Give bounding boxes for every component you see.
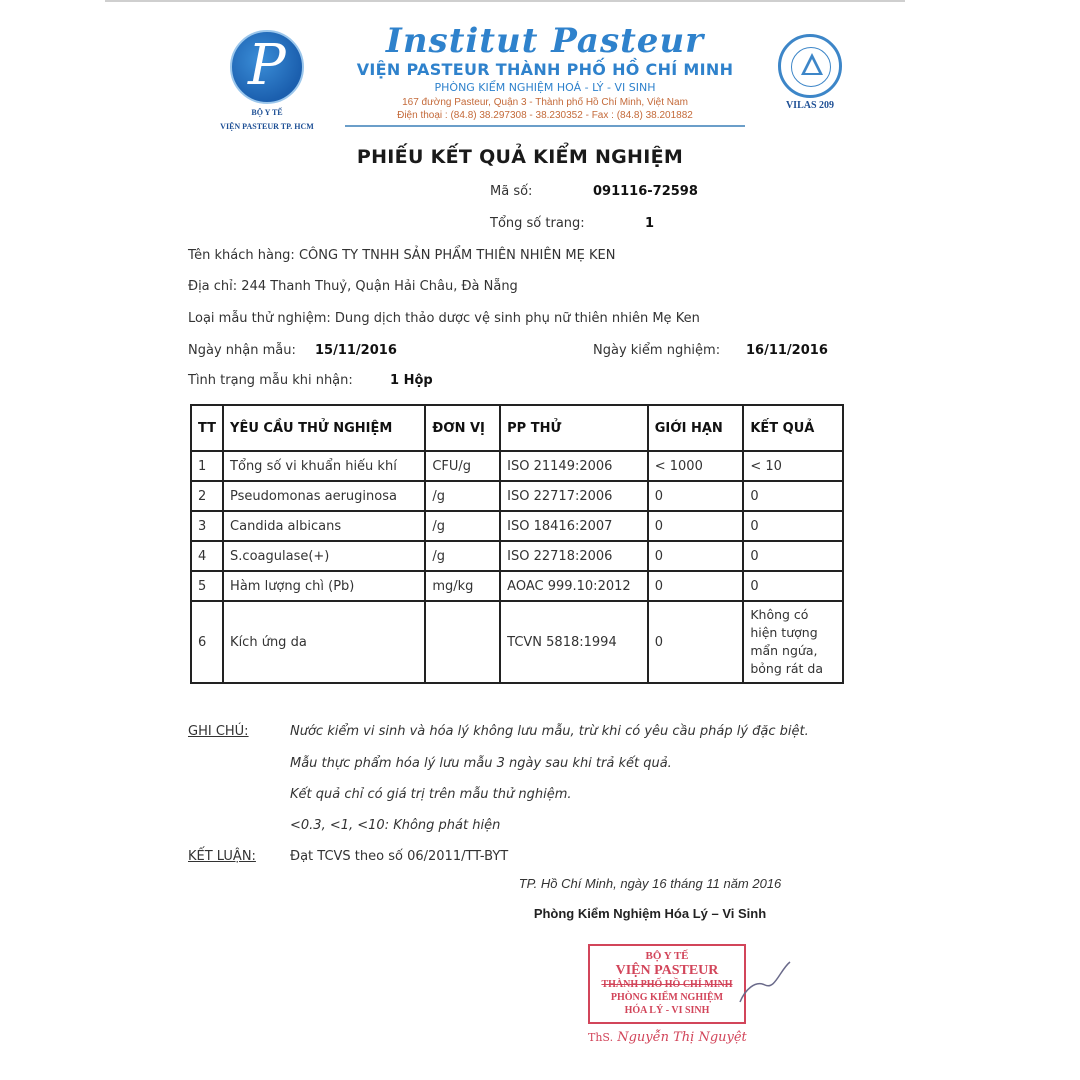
cell-method: ISO 18416:2007 [500,511,648,541]
signer-title: ThS. [588,1031,614,1044]
stamp-line: HÓA LÝ - VI SINH [624,1005,710,1016]
header-test: YÊU CẦU THỬ NGHIỆM [223,405,425,451]
signature-icon [735,960,795,1010]
vilas-accreditation-badge-icon [778,34,842,98]
sample-type-line: Loại mẫu thử nghiệm: Dung dịch thảo dược vệ sinh phụ nữ thiên nhiên Mẹ Ken [188,311,700,326]
document-title: PHIẾU KẾT QUẢ KIỂM NGHIỆM [356,146,684,168]
pages-value [645,216,654,231]
code-value-text: 091116-72598 [593,184,698,199]
pages-label: Tổng số trang: [490,216,585,231]
received-date-label: Ngày nhận mẫu: [188,343,296,358]
institute-address: 167 đường Pasteur, Quận 3 - Thành phố Hồ Chí Minh, Việt Nam [402,97,688,108]
condition-label: Tình trạng mẫu khi nhận: [188,373,353,388]
signer [588,1030,788,1045]
code-value [593,184,698,199]
stamp-line: VIỆN PASTEUR [615,963,719,978]
address-line: Địa chỉ: 244 Thanh Thuỷ, Quận Hải Châu, Đà Nẵng [188,279,518,294]
table-row [191,601,843,683]
cell-unit: mg/kg [425,571,500,601]
cell-result: < 10 [743,451,843,481]
left-logo-caption-1: BỘ Y TẾ [251,108,283,117]
cell-limit: 0 [648,601,744,683]
note-line: Mẫu thực phẩm hóa lý lưu mẫu 3 ngày sau khi trả kết quả. [290,756,672,771]
pasteur-p-logo-icon: P [230,30,304,104]
institute-name-vn: VIỆN PASTEUR THÀNH PHỐ HỒ CHÍ MINH [356,60,734,79]
cell-test: Kích ứng da [223,601,425,683]
table-row [191,571,843,601]
header-limit: GIỚI HẠN [648,405,744,451]
conclusion-text: Đạt TCVS theo số 06/2011/TT-BYT [290,849,509,864]
pages-value-text: 1 [645,216,655,231]
notes-label: GHI CHÚ: [188,724,249,739]
received-date-text: 15/11/2016 [315,343,397,358]
cell-method: ISO 22717:2006 [500,481,648,511]
cell-tt: 4 [191,541,223,571]
place-date: TP. Hồ Chí Minh, ngày 16 tháng 11 năm 2016 [518,876,782,891]
cell-method: TCVN 5818:1994 [500,601,648,683]
page-top-border [105,0,905,2]
code-label: Mã số: [490,184,533,199]
cell-result: 0 [743,571,843,601]
letterhead-divider [345,125,745,127]
header-method: PP THỬ [500,405,648,451]
cell-result: 0 [743,541,843,571]
cell-test: Hàm lượng chì (Pb) [223,571,425,601]
cell-test: S.coagulase(+) [223,541,425,571]
cell-tt: 3 [191,511,223,541]
conclusion-label: KẾT LUẬN: [188,849,256,864]
cell-test: Tổng số vi khuẩn hiếu khí [223,451,425,481]
table-row [191,481,843,511]
note-line: <0.3, <1, <10: Không phát hiện [290,818,501,833]
cell-limit: < 1000 [648,451,744,481]
cell-result: 0 [743,511,843,541]
condition-value [390,373,433,388]
cell-result: 0 [743,481,843,511]
received-date-value [315,343,397,358]
header-unit: ĐƠN VỊ [425,405,500,451]
cell-test: Pseudomonas aeruginosa [223,481,425,511]
cell-method: ISO 22718:2006 [500,541,648,571]
signer-name: Nguyễn Thị Nguyệt [617,1030,747,1045]
cell-method: ISO 21149:2006 [500,451,648,481]
cell-tt: 2 [191,481,223,511]
table-row [191,451,843,481]
institute-name: Institut Pasteur [385,21,705,61]
stamp-line: BỘ Y TẾ [645,950,689,962]
tested-date-value [746,343,828,358]
cell-limit: 0 [648,541,744,571]
cell-unit: /g [425,541,500,571]
cell-tt: 5 [191,571,223,601]
letterhead [330,22,760,127]
cell-limit: 0 [648,481,744,511]
table-row [191,511,843,541]
stamp-line: PHÒNG KIỂM NGHIỆM [610,992,724,1003]
institute-phone: Điện thoại : (84.8) 38.297308 - 38.230352 - Fax : (84.8) 38.201882 [397,110,693,121]
pasteur-logo [212,30,322,132]
note-line: Nước kiểm vi sinh và hóa lý không lưu mẫu, trừ khi có yêu cầu pháp lý đặc biệt. [290,724,809,739]
results-table [190,404,844,684]
stamp-line: THÀNH PHỐ HỒ CHÍ MINH [601,979,733,990]
vilas-logo [765,34,855,111]
signing-department: Phòng Kiểm Nghiệm Hóa Lý – Vi Sinh [533,906,767,921]
cell-method: AOAC 999.10:2012 [500,571,648,601]
official-stamp [588,944,746,1024]
cell-tt: 6 [191,601,223,683]
left-logo-caption-2: VIỆN PASTEUR TP. HCM [220,122,314,131]
table-row [191,541,843,571]
tested-date-label: Ngày kiểm nghiệm: [593,343,721,358]
cell-result: Không có hiện tượng mẩn ngứa, bỏng rát da [743,601,843,683]
department-name: PHÒNG KIỂM NGHIỆM HOÁ - LÝ - VI SINH [434,81,656,94]
cell-tt: 1 [191,451,223,481]
cell-limit: 0 [648,571,744,601]
vilas-caption: VILAS 209 [785,100,835,111]
customer-line: Tên khách hàng: CÔNG TY TNHH SẢN PHẨM THIÊN NHIÊN MẸ KEN [188,248,616,263]
note-line: Kết quả chỉ có giá trị trên mẫu thử nghiệm. [290,787,572,802]
cell-test: Candida albicans [223,511,425,541]
table-header-row [191,405,843,451]
header-result: KẾT QUẢ [743,405,843,451]
tested-date-text: 16/11/2016 [746,343,828,358]
cell-unit: CFU/g [425,451,500,481]
cell-limit: 0 [648,511,744,541]
cell-unit: /g [425,481,500,511]
cell-unit: /g [425,511,500,541]
cell-unit [425,601,500,683]
header-tt: TT [191,405,223,451]
condition-value-text: 1 Hộp [390,373,433,388]
